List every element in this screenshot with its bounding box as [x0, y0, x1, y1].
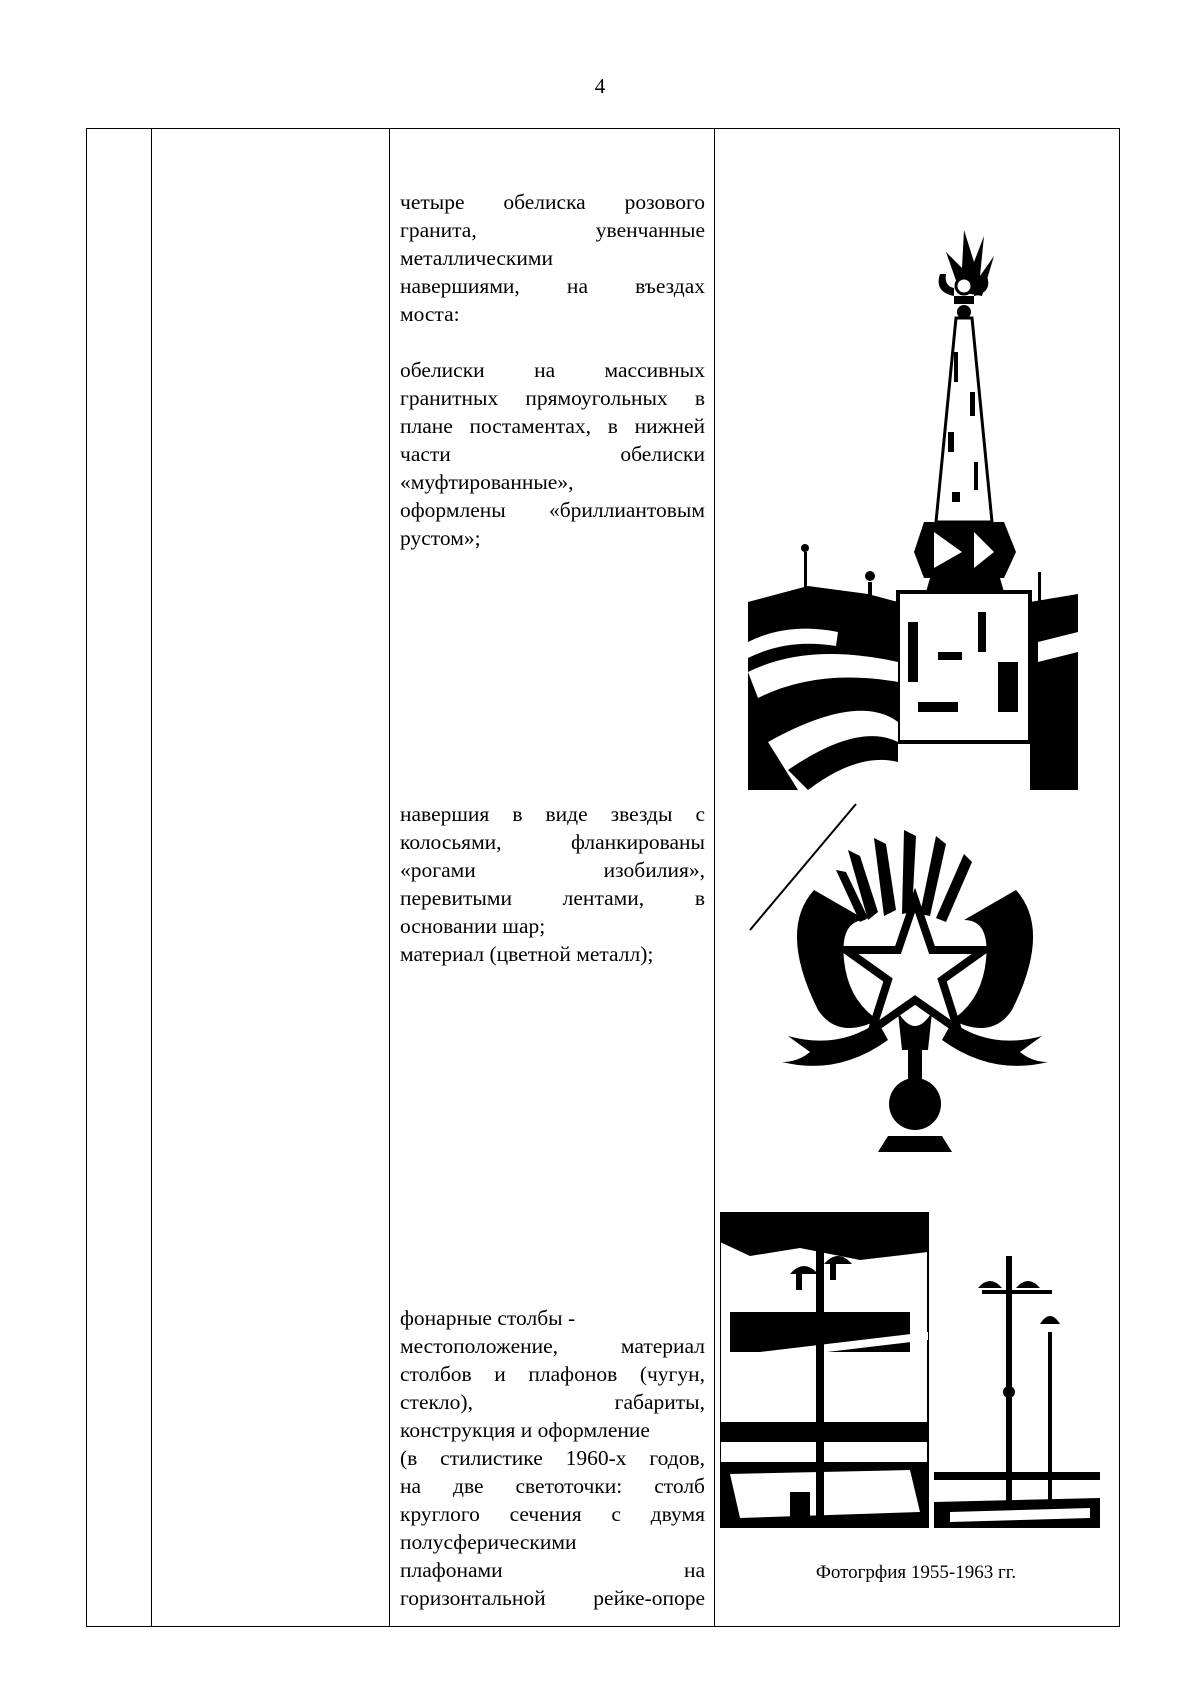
text-line: плане постаментах, в нижней	[400, 414, 705, 438]
text-line: металлическими	[400, 246, 553, 270]
text-line: навершия в виде звезды с	[400, 802, 705, 826]
text-line: материал (цветной металл);	[400, 942, 654, 966]
obelisk-photo	[748, 222, 1078, 790]
text-line: перевитыми лентами, в	[400, 886, 705, 910]
text-line: навершиями, на въездах	[400, 274, 705, 298]
column-divider	[389, 129, 390, 1626]
page-number: 4	[594, 74, 606, 98]
text-line: «рогами изобилия»,	[400, 858, 705, 882]
text-line: столбов и плафонов (чугун,	[400, 1362, 705, 1386]
text-line: полусферическими	[400, 1530, 577, 1554]
text-line: круглого сечения с двумя	[400, 1502, 705, 1526]
lampposts-text	[400, 1304, 705, 1612]
text-line: гранита, увенчанные	[400, 218, 705, 242]
column-divider	[151, 129, 152, 1626]
text-line: местоположение, материал	[400, 1334, 705, 1358]
text-line: гранитных прямоугольных в	[400, 386, 705, 410]
text-line: оформлены «бриллиантовым	[400, 498, 705, 522]
text-line: горизонтальной рейке-опоре	[400, 1586, 705, 1610]
obelisks-detail-text	[400, 356, 705, 552]
text-line: конструкция и оформление	[400, 1418, 650, 1442]
finials-text	[400, 800, 705, 968]
text-line: обелиски на массивных	[400, 358, 705, 382]
text-line: основании шар;	[400, 914, 546, 938]
lamppost-photos	[720, 1212, 1100, 1528]
photo-caption: Фотогрфия 1955-1963 гг.	[815, 1562, 1017, 1583]
text-line: части обелиски	[400, 442, 705, 466]
text-line: рустом»;	[400, 526, 481, 550]
text-line: (в стилистике 1960-х годов,	[400, 1446, 705, 1470]
text-line: «муфтированные»,	[400, 470, 574, 494]
text-line: колосьями, фланкированы	[400, 830, 705, 854]
text-line: стекло), габариты,	[400, 1390, 705, 1414]
column-divider	[714, 129, 715, 1626]
star-finial-drawing	[748, 800, 1078, 1168]
text-line: на две светоточки: столб	[400, 1474, 705, 1498]
text-line: четыре обелиска розового	[400, 190, 705, 214]
text-line: фонарные столбы -	[400, 1306, 576, 1330]
obelisks-intro-text	[400, 188, 705, 328]
text-line: плафонами на	[400, 1558, 705, 1582]
text-line: моста:	[400, 302, 460, 326]
